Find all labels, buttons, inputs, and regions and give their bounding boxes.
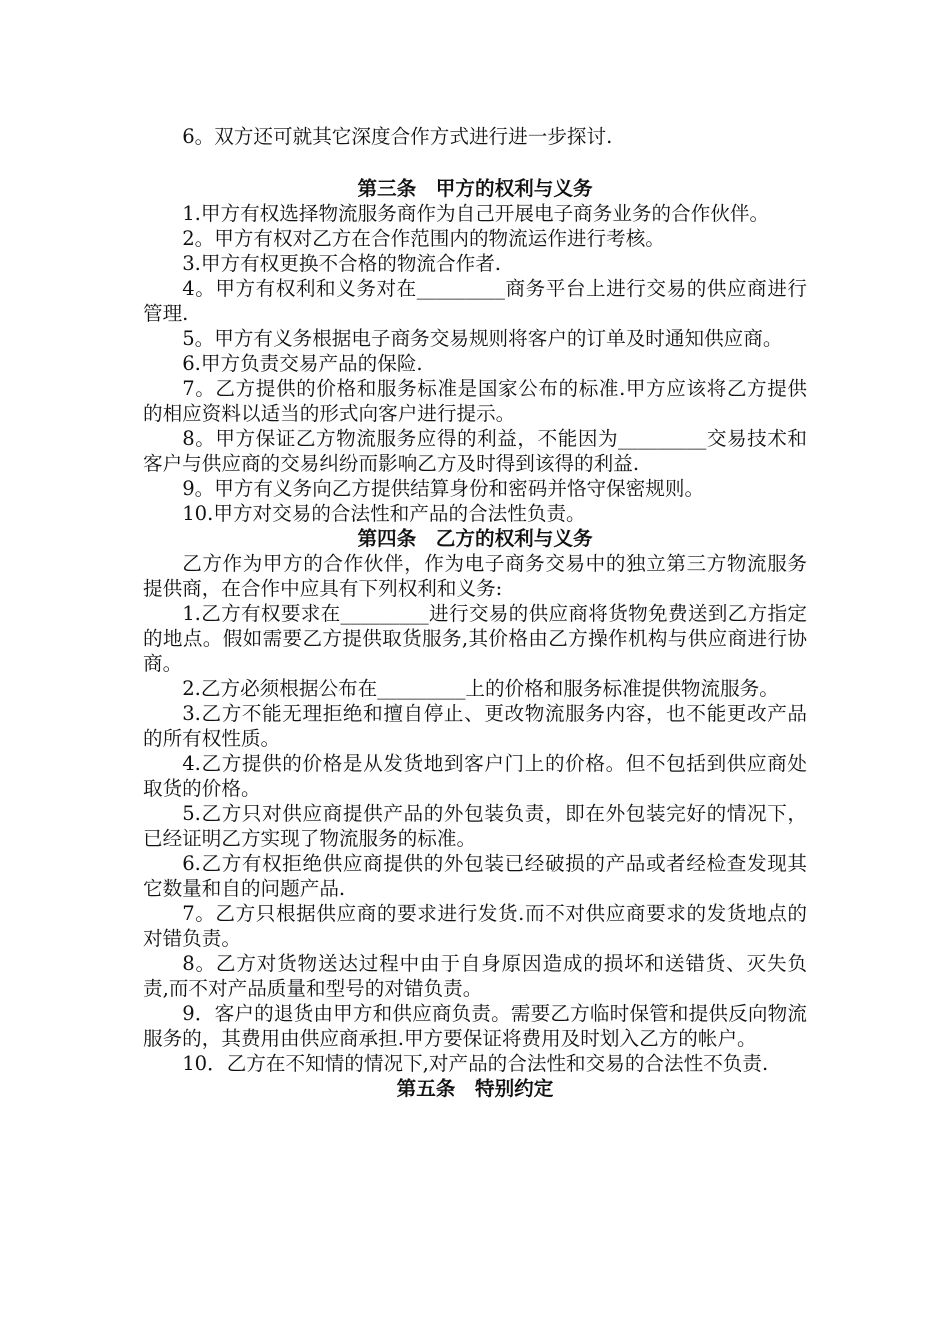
article-3-heading: 第三条 甲方的权利与义务 — [357, 177, 593, 200]
article-4-item: 6.乙方有权拒绝供应商提供的外包装已经破损的产品或者经检查发现其它数量和自的问题产品. — [143, 852, 807, 900]
article-4-item: 7。乙方只根据供应商的要求进行发货.而不对供应商要求的发货地点的对错负责。 — [143, 902, 807, 950]
article-3-item: 5。甲方有义务根据电子商务交易规则将客户的订单及时通知供应商。 — [182, 327, 783, 350]
article-4-item: 8。乙方对货物送达过程中由于自身原因造成的损坏和送错货、灭失负责,而不对产品质量和型号的对错负责。 — [143, 952, 807, 1000]
article-3-item: 2。甲方有权对乙方在合作范围内的物流运作进行考核。 — [182, 227, 665, 250]
article-3-item: 8。甲方保证乙方物流服务应得的利益，不能因为_________交易技术和客户与供应商的交易纠纷而影响乙方及时得到该得的利益. — [143, 427, 807, 475]
article-3-item: 4。甲方有权利和义务对在_________商务平台上进行交易的供应商进行管理. — [143, 277, 807, 325]
article-3-item: 7。乙方提供的价格和服务标准是国家公布的标准.甲方应该将乙方提供的相应资料以适当的形式向客户进行提示。 — [143, 377, 807, 425]
article-4-item: 10．乙方在不知情的情况下,对产品的合法性和交易的合法性不负责. — [182, 1052, 769, 1075]
intro-paragraph: 6。双方还可就其它深度合作方式进行进一步探讨. — [182, 125, 613, 148]
article-3-item: 3.甲方有权更换不合格的物流合作者. — [182, 252, 502, 275]
article-4-item: 1.乙方有权要求在_________进行交易的供应商将货物免费送到乙方指定的地点。假如需要乙方提供取货服务,其价格由乙方操作机构与供应商进行协商。 — [143, 602, 807, 675]
article-4-item: 3.乙方不能无理拒绝和擅自停止、更改物流服务内容，也不能更改产品的所有权性质。 — [143, 702, 807, 750]
article-4-item: 5.乙方只对供应商提供产品的外包装负责，即在外包装完好的情况下，已经证明乙方实现了物流服务的标准。 — [143, 802, 807, 850]
article-4-item: 2.乙方必须根据公布在_________上的价格和服务标准提供物流服务。 — [182, 677, 779, 700]
article-5-heading: 第五条 特别约定 — [396, 1077, 554, 1100]
article-3-item: 10.甲方对交易的合法性和产品的合法性负责。 — [182, 502, 586, 525]
article-4-heading: 第四条 乙方的权利与义务 — [357, 527, 593, 550]
document-body — [143, 124, 807, 1101]
article-3-item: 9。甲方有义务向乙方提供结算身份和密码并恪守保密规则。 — [182, 477, 705, 500]
article-4-item: 9．客户的退货由甲方和供应商负责。需要乙方临时保管和提供反向物流服务的，其费用由供应商承担.甲方要保证将费用及时划入乙方的帐户。 — [143, 1002, 807, 1050]
article-3-item: 6.甲方负责交易产品的保险. — [182, 352, 423, 375]
article-4-item: 4.乙方提供的价格是从发货地到客户门上的价格。但不包括到供应商处取货的价格。 — [143, 752, 807, 800]
spacer — [143, 149, 807, 176]
article-3-item: 1.甲方有权选择物流服务商作为自己开展电子商务业务的合作伙伴。 — [182, 202, 770, 225]
article-4-lead: 乙方作为甲方的合作伙伴，作为电子商务交易中的独立第三方物流服务提供商，在合作中应具有下列权利和义务: — [143, 552, 807, 600]
